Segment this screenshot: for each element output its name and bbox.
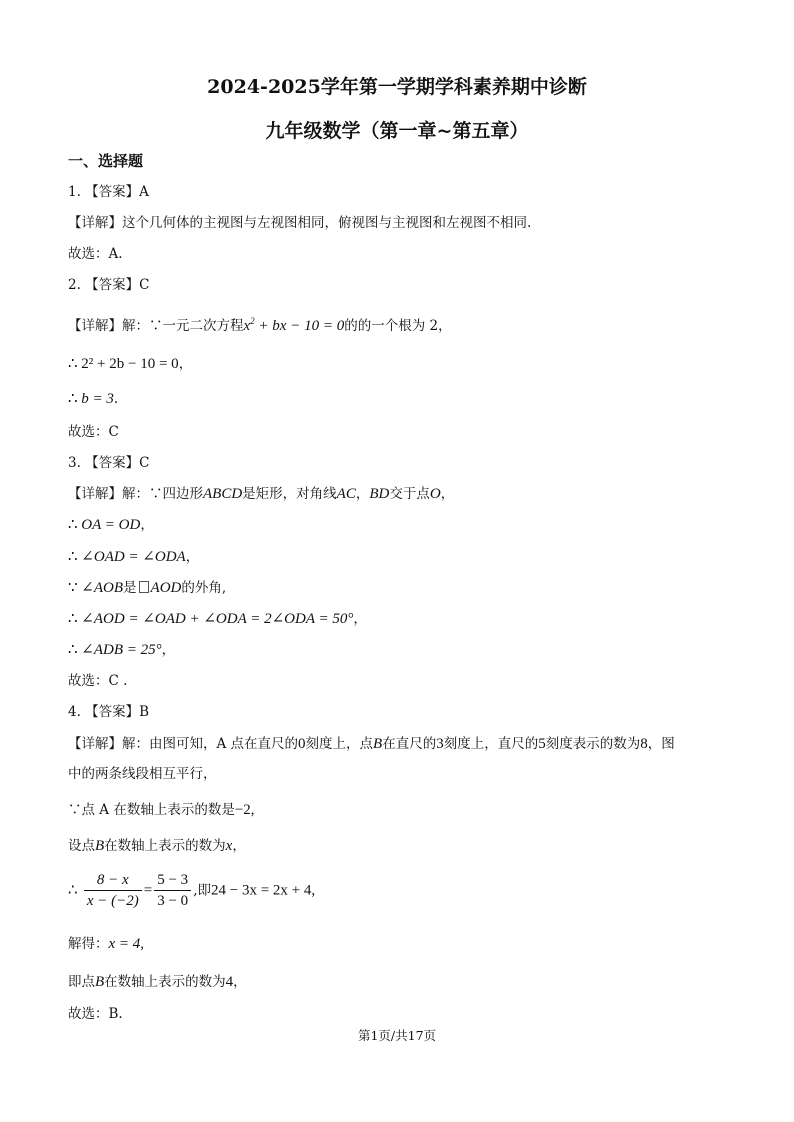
q2-eq1: 2² + 2b − 10 = 0 [81,356,179,372]
section-title: 一、选择题 [68,152,144,170]
document-title: 2024-2025学年第一学期学科素养期中诊断 [207,76,587,98]
q4-step1 [68,801,255,819]
q4-l7c: 4 [225,974,234,990]
q4-pb: B [373,736,383,752]
q4-l1b: 刻度上，点 [305,736,374,752]
frac-right-numerator: 5 − 3 [154,870,191,891]
q4-l4d: ， [232,838,246,854]
q2-eq2: b = 3 [81,391,114,407]
q4-l1d: 刻度上，直尺的 [443,736,539,752]
q4-l6a: 解得： [68,936,109,952]
q3-detail-prefix: 【详解】解：∵四边形 [68,486,203,502]
q4-l6b: x = 4, [108,936,145,952]
q2-eq1-tail: ， [178,356,193,372]
q3-l2: ∠OAD = ∠ODA [81,549,186,565]
q2-detail-suffix: 的的一个根为 2， [344,318,452,334]
q4-pb-2: B [95,838,105,854]
q4-l1a: 【详解】解：由图可知，A 点在直尺的 [68,736,299,752]
q4-l7d: ， [233,974,247,990]
q3-step4: ∴ ∠AOD = ∠OAD + ∠ODA = 2∠ODA = 50°， [68,611,367,627]
q4-v8: 8 [640,736,648,752]
q2-eq2-tail: . [113,391,119,407]
q4-l3a: ∵点 A 在数轴上表示的数是 [68,802,235,818]
q3-tail: ， [440,486,455,502]
q3-ac: AC [336,486,356,502]
q4-answer: 4. 【答案】B [68,704,150,720]
q3-l4: ∠AOD = ∠OAD + ∠ODA = 2∠ODA = 50° [81,611,354,627]
q4-l1e: 刻度表示的数为 [545,736,641,752]
q3-step1: ∴ OA = OD， [68,517,154,533]
q4-choice: 故选：B. [68,1006,123,1022]
q4-l5-eq: 24 − 3x = 2x + 4, [210,882,316,899]
q4-l1c: 在直尺的 [382,736,437,752]
triangle-symbol-icon [139,581,149,593]
q4-l3b: −2, [234,802,255,818]
q3-l1: OA = OD [81,517,141,533]
q2-step1: ∴ 2² + 2b − 10 = 0， [68,356,193,372]
q4-l4c: x [225,838,233,854]
q4-l7b: 在数轴上表示的数为 [104,974,226,990]
q3-mid1: 是矩形，对角线 [242,486,337,502]
q4-v3: 3 [436,736,444,752]
q4-detail-line2: 中的两条线段相互平行， [68,766,217,782]
q2-step2: ∴ b = 3. [68,391,119,407]
q3-step5: ∴ ∠ADB = 25°， [68,642,176,658]
q3-mid3: 交于点 [389,486,430,502]
q4-l1f: ，图 [647,736,675,752]
q1-answer: 1. 【答案】A [68,184,149,200]
q4-l7a: 即点 [68,974,95,990]
q3-step3: ∵ ∠AOB是 AOD的外角, [68,580,227,596]
q4-step2 [68,837,246,855]
q4-step3: ∴ $\frac{8 - x}{x - (-2)}$ = $\frac{5 - 3}{3 - 0}$ ,即24 − 3x = 2x + 4, [68,872,316,909]
frac-left-denominator: x − (−2) [86,893,139,909]
q4-v5: 5 [538,736,546,752]
q1-choice: 故选：A. [68,246,123,262]
q3-l5: ∠ADB = 25° [81,642,162,658]
q3-l3d: 的外角, [181,580,227,596]
q3-rect: ABCD [203,486,243,502]
q1-detail: 【详解】这个几何体的主视图与左视图相同，俯视图与主视图和左视图不相同. [68,215,532,231]
q2-detail [68,312,452,335]
q4-l4a: 设点 [68,838,95,854]
q4-step4 [68,935,144,953]
q3-mid2: ， [355,486,370,502]
q4-fraction-right [154,870,191,911]
q3-l3a: ∠AOB [81,580,124,596]
q3-answer: 3. 【答案】C [68,455,150,471]
q4-pb-3: B [95,974,105,990]
q3-choice: 故选：C . [68,673,128,689]
q3-detail [68,485,454,503]
q4-step5 [68,973,247,991]
q3-l3b: 是 [123,580,137,596]
document-subtitle: 九年级数学（第一章~第五章） [265,120,529,142]
q3-l3c: AOD [150,580,182,596]
q4-l4b: 在数轴上表示的数为 [104,838,226,854]
q4-v0: 0 [298,736,306,752]
q4-detail-line1 [68,735,675,753]
q2-detail-prefix: 【详解】解：∵一元二次方程 [68,318,244,334]
q3-bd: BD [369,486,390,502]
page-number: 第1页/共17页 [357,1028,437,1043]
q2-answer: 2. 【答案】C [68,277,150,293]
frac-right-denominator: 3 − 0 [157,893,189,909]
q4-l5-mid: ,即 [193,882,211,899]
q2-choice: 故选：C [68,424,119,440]
q3-o: O [429,486,441,502]
q2-equation: $x^2$ + bx − 10 = 0 [243,316,345,334]
q3-step2: ∴ ∠OAD = ∠ODA， [68,549,200,565]
frac-left-numerator: 8 − x [84,870,142,891]
q4-fraction-left [84,870,142,911]
